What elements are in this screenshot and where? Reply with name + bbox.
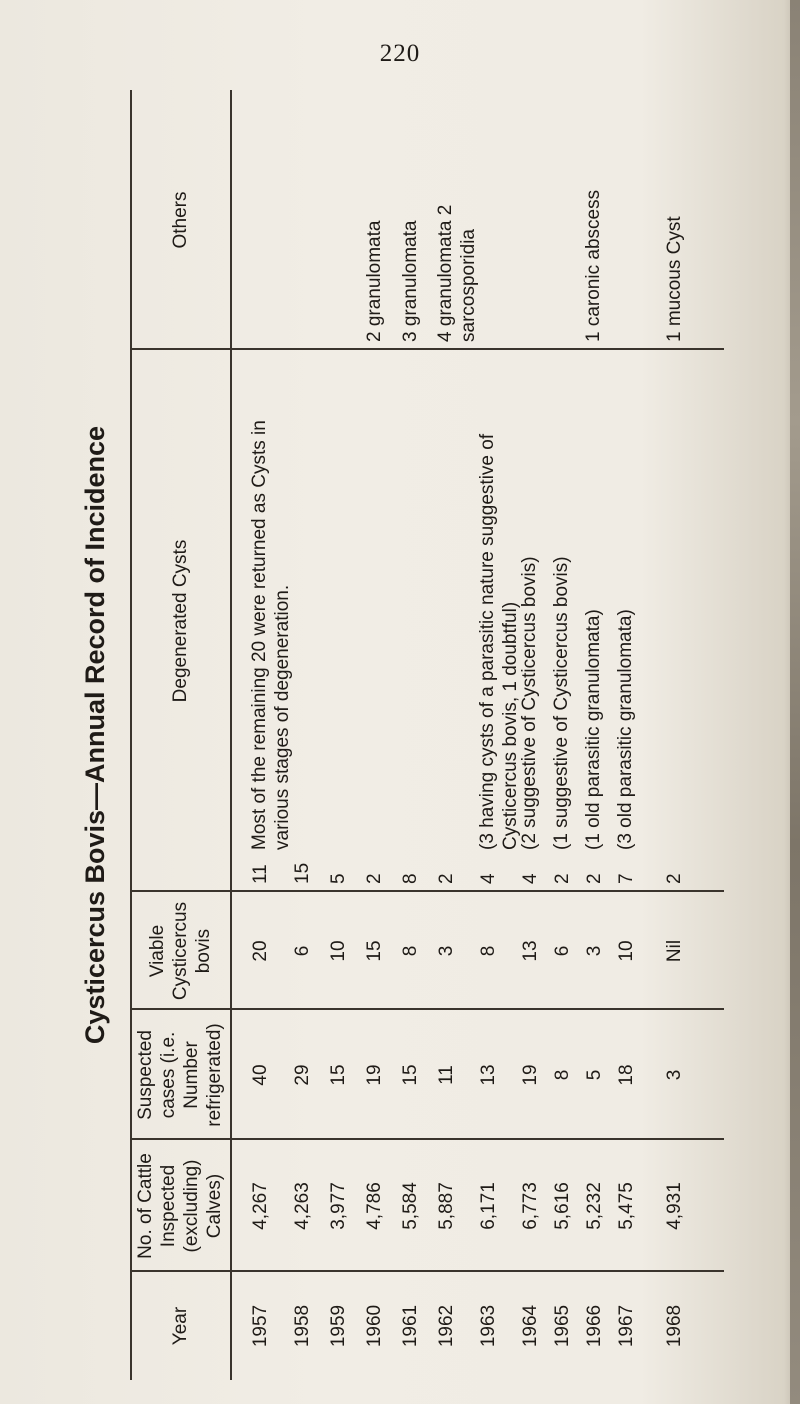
page-edge-shadow (790, 0, 800, 1404)
header-year: Year (169, 1306, 191, 1346)
rotated-table-block (74, 90, 724, 1380)
cell-year: 1958 (292, 1304, 313, 1348)
cell-viable: 8 (400, 945, 421, 957)
cell-cattle: 6,171 (478, 1182, 499, 1230)
column-suspected (130, 1010, 724, 1140)
cell-cattle: 4,786 (364, 1182, 385, 1230)
cell-degenerated: 15 (292, 862, 313, 884)
cell-suspected: 18 (616, 1064, 637, 1086)
cell-year: 1965 (552, 1304, 573, 1348)
cell-viable: 6 (552, 945, 573, 957)
cell-degenerated: 5 (328, 873, 349, 884)
cell-others: 2 granulomata (364, 220, 385, 342)
cell-suspected: 29 (292, 1064, 313, 1086)
cell-viable: 10 (616, 940, 637, 962)
col-divider (130, 1009, 724, 1011)
cell-viable: 3 (584, 945, 605, 957)
cell-year: 1966 (584, 1304, 605, 1348)
incidence-table (130, 90, 724, 1380)
cell-degenerated: 2 (552, 873, 573, 884)
col-divider (130, 1271, 724, 1273)
cell-viable: 10 (328, 940, 349, 962)
cell-others (614, 90, 640, 350)
cell-viable: 3 (436, 945, 457, 957)
cell-others (290, 90, 316, 350)
cell-viable: Nil (664, 939, 685, 963)
page-number: 220 (379, 40, 421, 67)
cell-suspected: 5 (584, 1069, 605, 1081)
cell-degenerated-note: Most of the remaining 20 were returned as Cysts in various stages of degeneration. (249, 420, 293, 850)
cell-others (326, 90, 352, 350)
cell-year: 1961 (400, 1304, 421, 1348)
cell-cattle: 3,977 (328, 1182, 349, 1230)
cell-degenerated: 8 (400, 873, 421, 884)
cell-cattle: 4,931 (664, 1182, 685, 1230)
cell-others: 4 granulomata 2 sarcosporidia (435, 204, 479, 342)
cell-cattle: 4,267 (250, 1182, 271, 1230)
cell-degenerated: 11 (250, 864, 271, 884)
cell-suspected: 13 (478, 1064, 499, 1086)
table-title: Cysticercus Bovis—Annual Record of Incidence (80, 425, 110, 1045)
cell-year: 1967 (616, 1304, 637, 1348)
cell-cattle: 5,887 (436, 1182, 457, 1230)
cell-year: 1959 (328, 1304, 349, 1348)
cell-cattle: 5,475 (616, 1182, 637, 1230)
cell-degenerated-note: (3 having cysts of a parasitic nature suggestive of Cysticercus bovis, 1 doubtful) (477, 433, 521, 850)
cell-cattle: 5,616 (552, 1182, 573, 1230)
column-viable (130, 892, 724, 1010)
cell-year: 1960 (364, 1304, 385, 1348)
cell-year: 1962 (436, 1304, 457, 1348)
header-viable: Viable Cysticercus bovis (146, 901, 214, 1001)
cell-degenerated-note: (1 old parasitic granulomata) (583, 609, 604, 850)
header-others: Others (169, 191, 191, 249)
header-degenerated: Degenerated Cysts (169, 539, 191, 703)
cell-others (550, 90, 576, 350)
cell-cattle: 5,232 (584, 1182, 605, 1230)
cell-others: 1 mucous Cyst (664, 216, 685, 342)
cell-cattle: 6,773 (520, 1182, 541, 1230)
cell-year: 1957 (250, 1304, 271, 1348)
cell-suspected: 40 (250, 1064, 271, 1086)
col-divider (130, 891, 724, 893)
cell-degenerated-note: (3 old parasitic granulomata) (615, 609, 636, 850)
cell-degenerated: 2 (364, 873, 385, 884)
cell-degenerated: 7 (616, 873, 637, 884)
cell-viable: 8 (478, 945, 499, 957)
cell-viable: 6 (292, 945, 313, 957)
cell-suspected: 3 (664, 1069, 685, 1081)
column-year (130, 1272, 724, 1380)
cell-year: 1968 (664, 1304, 685, 1348)
cell-suspected: 15 (400, 1064, 421, 1086)
col-divider (130, 1139, 724, 1141)
cell-degenerated: 2 (584, 873, 605, 884)
cell-cattle: 4,263 (292, 1182, 313, 1230)
cell-suspected: 19 (364, 1064, 385, 1086)
header-suspected: Suspected cases (i.e. Number refrigerated) (135, 1023, 225, 1127)
cell-cattle: 5,584 (400, 1182, 421, 1230)
cell-degenerated: 2 (664, 873, 685, 884)
cell-viable: 15 (364, 940, 385, 962)
column-degenerated (130, 350, 724, 892)
cell-degenerated-note: (1 suggestive of Cysticercus bovis) (551, 556, 572, 850)
rule-header (230, 90, 232, 1380)
cell-year: 1963 (478, 1304, 499, 1348)
column-cattle (130, 1140, 724, 1272)
column-others (130, 90, 724, 350)
rule-top (130, 90, 132, 1380)
cell-degenerated: 2 (436, 873, 457, 884)
cell-others: 3 granulomata (400, 220, 421, 342)
col-divider (130, 349, 724, 351)
cell-suspected: 11 (436, 1065, 457, 1085)
cell-degenerated: 4 (478, 873, 499, 884)
cell-year: 1964 (520, 1304, 541, 1348)
cell-suspected: 8 (552, 1069, 573, 1081)
cell-others (518, 90, 544, 350)
header-cattle: No. of Cattle Inspected (excluding) Calves) (135, 1153, 225, 1259)
cell-viable: 20 (250, 940, 271, 962)
cell-degenerated: 4 (520, 873, 541, 884)
cell-others: 1 caronic abscess (583, 189, 604, 342)
cell-others (476, 90, 502, 350)
cell-suspected: 15 (328, 1064, 349, 1086)
cell-viable: 13 (520, 940, 541, 962)
cell-suspected: 19 (520, 1064, 541, 1086)
cell-others (248, 90, 274, 350)
cell-degenerated-note: (2 suggestive of Cysticercus bovis) (519, 556, 540, 850)
